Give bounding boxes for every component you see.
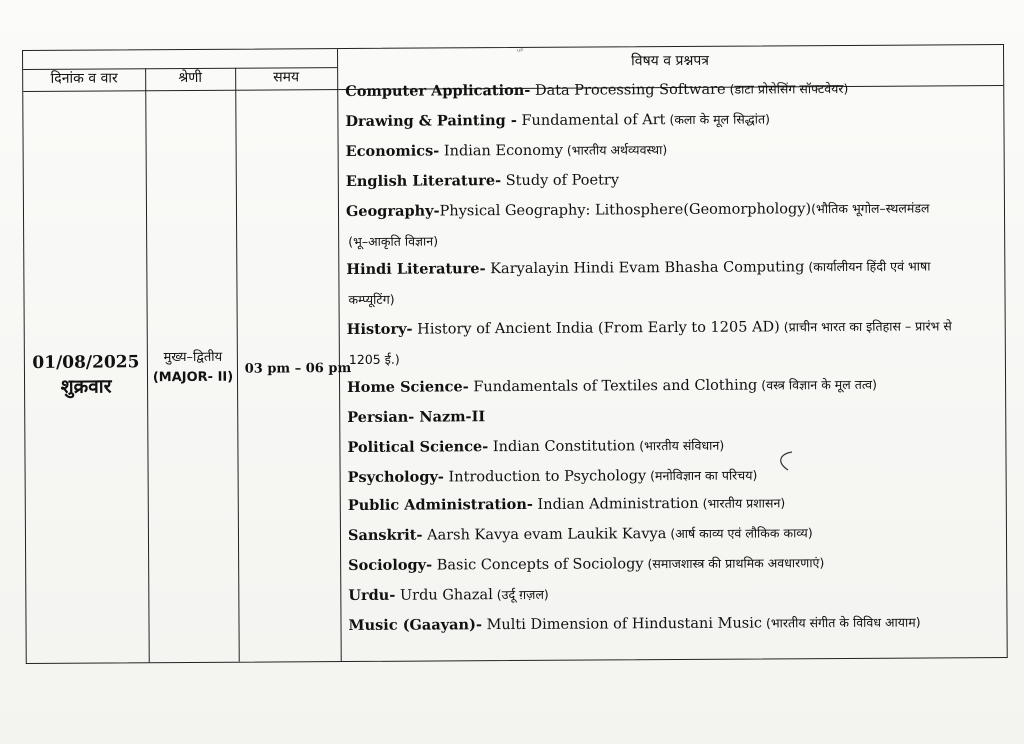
- subject-row: Psychology- Introduction to Psychology (मनोविज्ञान का परिचय): [347, 467, 758, 487]
- header-time: समय: [273, 69, 300, 86]
- subject-row-continuation: कम्प्यूटिंग): [348, 291, 395, 308]
- exam-day: शुक्रवार: [60, 375, 112, 398]
- subject-row: Urdu- Urdu Ghazal (उर्दू ग़ज़ल): [348, 586, 549, 605]
- subject-row: Economics- Indian Economy (भारतीय अर्थव्यवस्था): [345, 142, 668, 161]
- subject-list: [345, 79, 985, 635]
- subject-row: Geography-Physical Geography: Lithosphere(Geomorphology)(भौतिक भूगोल–स्थलमंडल: [345, 200, 930, 221]
- subject-row: Hindi Literature- Karyalayin Hindi Evam Bhasha Computing (कार्यालीयन हिंदी एवं भाषा: [346, 258, 931, 279]
- header-subject-paper: विषय व प्रश्नपत्र: [631, 52, 710, 70]
- subject-row: Home Science- Fundamentals of Textiles and Clothing (वस्त्र विज्ञान के मूल तत्व): [347, 376, 878, 397]
- header-category: श्रेणी: [178, 69, 203, 87]
- category-english: (MAJOR- II): [152, 369, 234, 386]
- column-divider-3: [337, 49, 342, 661]
- subject-row: Persian- Nazm-II: [347, 408, 486, 427]
- time-cell: 03 pm – 06 pm: [244, 360, 352, 377]
- subject-row-continuation: 1205 ई.): [348, 351, 400, 368]
- subject-row: Drawing & Painting - Fundamental of Art (कला के मूल सिद्धांत): [345, 111, 771, 131]
- date-cell: [25, 350, 147, 399]
- exam-schedule-table: [22, 44, 1008, 664]
- subject-row: English Literature- Study of Poetry: [345, 172, 620, 191]
- subject-row: Sanskrit- Aarsh Kavya evam Laukik Kavya (आर्ष काव्य एवं लौकिक काव्य): [347, 525, 813, 545]
- page-mark: ᵘᴾ: [517, 47, 524, 56]
- pen-mark-icon: [770, 450, 800, 474]
- category-cell: [149, 348, 237, 389]
- subject-row: Music (Gaayan)- Multi Dimension of Hindustani Music (भारतीय संगीत के विविध आयाम): [348, 614, 921, 635]
- subject-row: Public Administration- Indian Administration (भारतीय प्रशासन): [347, 495, 786, 515]
- header-date-day: दिनांक व वार: [50, 70, 118, 87]
- subject-row-continuation: (भू–आकृति विज्ञान): [348, 233, 439, 250]
- subject-row: Computer Application- Data Processing Software (डाटा प्रोसेसिंग सॉफ्टवेयर): [345, 80, 849, 101]
- subject-row: History- History of Ancient India (From Early to 1205 AD) (प्राचीन भारत का इतिहास – प्रारंभ से: [346, 318, 952, 339]
- category-hindi: मुख्य–द्वितीय: [163, 349, 223, 366]
- subject-row: Sociology- Basic Concepts of Sociology (समाजशास्त्र की प्राथमिक अवधारणाएं): [348, 555, 825, 575]
- subject-row: Political Science- Indian Constitution (भारतीय संविधान): [347, 437, 725, 457]
- exam-date: 01/08/2025: [32, 352, 140, 373]
